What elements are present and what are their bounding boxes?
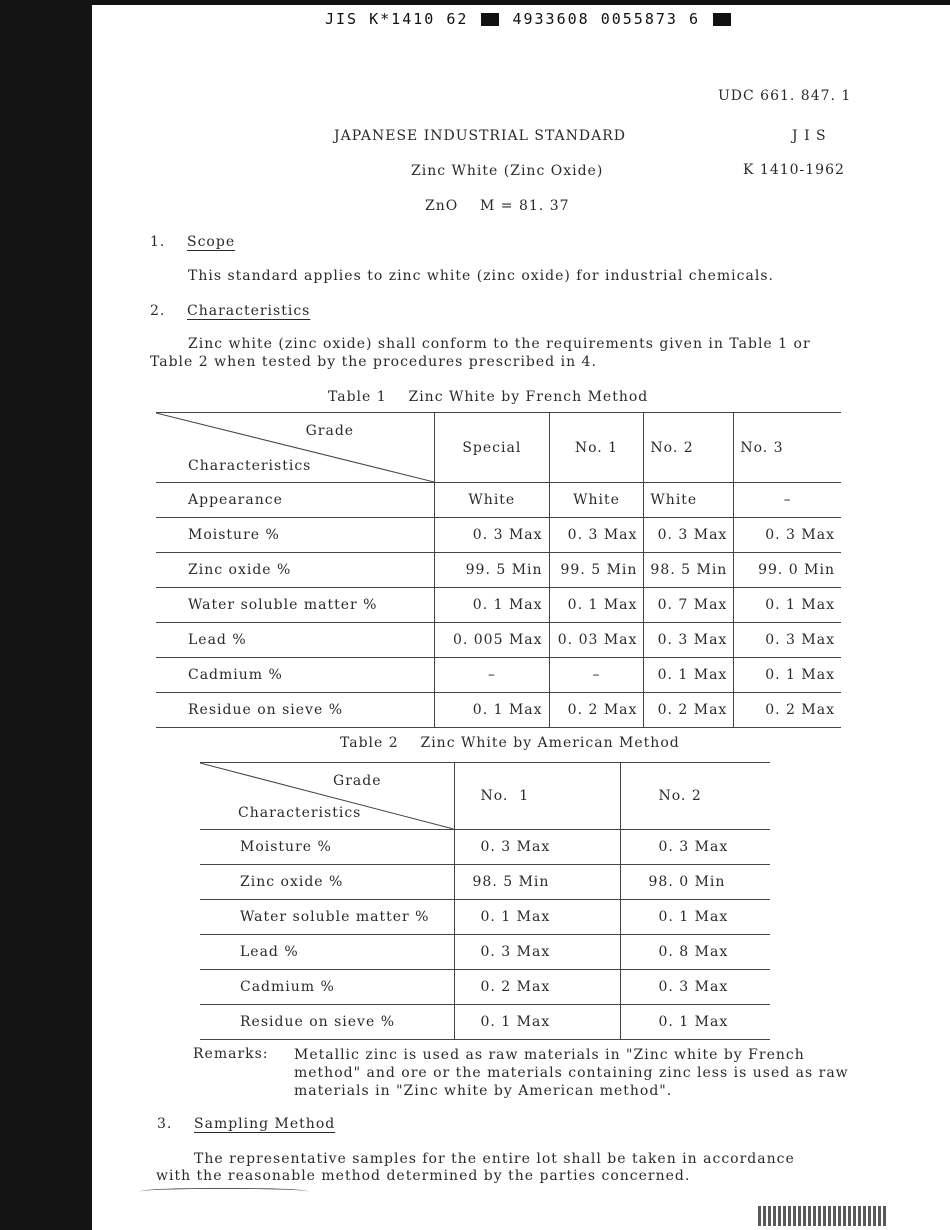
table-row <box>200 935 770 970</box>
section-2-number: 2. <box>150 303 166 319</box>
row-label: Residue on sieve % <box>156 693 435 728</box>
section-2-title: Characteristics <box>187 303 311 319</box>
table-cell: 0. 1 Max <box>454 1005 620 1040</box>
table-cell: 0. 3 Max <box>620 830 770 865</box>
table-cell: 0. 1 Max <box>644 658 734 693</box>
table-1-header-row <box>156 413 841 483</box>
table-row <box>156 553 841 588</box>
section-3-text-line-2: with the reasonable method determined by the parties concerned. <box>156 1168 691 1184</box>
grade-label: Grade <box>333 773 382 789</box>
section-1-text: This standard applies to zinc white (zinc oxide) for industrial chemicals. <box>188 268 774 284</box>
table-cell: 0. 3 Max <box>734 518 841 553</box>
row-label: Cadmium % <box>156 658 435 693</box>
table-row <box>200 970 770 1005</box>
document-code-left: JIS K*1410 62 <box>325 10 469 28</box>
table-row <box>156 518 841 553</box>
barcode-block-icon <box>713 13 731 26</box>
table-cell: 99. 0 Min <box>734 553 841 588</box>
table-cell: 0. 005 Max <box>435 623 549 658</box>
row-label: Moisture % <box>200 830 454 865</box>
row-label: Cadmium % <box>200 970 454 1005</box>
table-cell: – <box>435 658 549 693</box>
table-cell: 0. 2 Max <box>454 970 620 1005</box>
table-cell: 98. 5 Min <box>644 553 734 588</box>
column-header: Special <box>435 413 549 483</box>
table-cell: 0. 3 Max <box>620 970 770 1005</box>
table-row <box>156 588 841 623</box>
standard-number: K 1410-1962 <box>743 162 845 178</box>
table-1-caption: Table 1 Zinc White by French Method <box>328 389 649 405</box>
udc-number: UDC 661. 847. 1 <box>718 88 852 104</box>
column-header: No. 1 <box>549 413 644 483</box>
table-cell: White <box>435 483 549 518</box>
section-1-number: 1. <box>150 234 166 250</box>
document-code-line <box>325 10 733 28</box>
pen-stroke <box>140 1188 308 1197</box>
table-1 <box>156 412 841 728</box>
table-cell: 0. 2 Max <box>549 693 644 728</box>
table-cell: 0. 3 Max <box>454 830 620 865</box>
table-cell: 99. 5 Min <box>435 553 549 588</box>
scan-top-edge <box>92 0 950 5</box>
row-label: Appearance <box>156 483 435 518</box>
table-cell: – <box>734 483 841 518</box>
table-cell: 0. 7 Max <box>644 588 734 623</box>
barcode-block-icon <box>481 13 499 26</box>
table-2-caption: Table 2 Zinc White by American Method <box>340 735 680 751</box>
scan-margin <box>0 0 92 1230</box>
table-row <box>200 830 770 865</box>
table-1-corner-cell <box>156 413 435 483</box>
table-cell: 0. 3 Max <box>644 623 734 658</box>
table-cell: 99. 5 Min <box>549 553 644 588</box>
column-header: No. 2 <box>644 413 734 483</box>
table-cell: 0. 8 Max <box>620 935 770 970</box>
row-label: Zinc oxide % <box>200 865 454 900</box>
page-title: Zinc White (Zinc Oxide) <box>411 163 604 179</box>
section-3-number: 3. <box>157 1116 173 1132</box>
row-label: Moisture % <box>156 518 435 553</box>
standard-org: JAPANESE INDUSTRIAL STANDARD <box>334 128 626 144</box>
table-cell: 98. 5 Min <box>454 865 620 900</box>
row-label: Residue on sieve % <box>200 1005 454 1040</box>
table-row <box>156 658 841 693</box>
table-cell: 0. 1 Max <box>620 1005 770 1040</box>
table-row <box>200 1005 770 1040</box>
table-cell: – <box>549 658 644 693</box>
characteristics-label: Characteristics <box>238 805 362 821</box>
characteristics-label: Characteristics <box>188 458 312 474</box>
table-2 <box>200 762 770 1040</box>
column-header: No. 1 <box>454 763 620 830</box>
remarks-text: Metallic zinc is used as raw materials in "Zinc white by French method" and ore or the materials containing zinc less is used as raw materials in "Zinc white by American method". <box>294 1047 849 1099</box>
document-code-right: 4933608 0055873 6 <box>512 10 700 28</box>
row-label: Water soluble matter % <box>156 588 435 623</box>
table-cell: 0. 1 Max <box>734 588 841 623</box>
formula: ZnO M = 81. 37 <box>425 198 570 214</box>
section-2-text-line-2: Table 2 when tested by the procedures prescribed in 4. <box>150 354 597 370</box>
table-cell: 0. 03 Max <box>549 623 644 658</box>
jis-label: J I S <box>792 128 827 144</box>
section-1-title: Scope <box>187 234 236 250</box>
table-row <box>156 623 841 658</box>
table-cell: 0. 3 Max <box>454 935 620 970</box>
table-cell: 0. 2 Max <box>644 693 734 728</box>
table-row <box>200 865 770 900</box>
table-cell: White <box>644 483 734 518</box>
table-cell: White <box>549 483 644 518</box>
row-label: Lead % <box>156 623 435 658</box>
column-header: No. 3 <box>734 413 841 483</box>
table-cell: 0. 3 Max <box>549 518 644 553</box>
table-cell: 0. 1 Max <box>454 900 620 935</box>
section-3-text-line-1: The representative samples for the entire lot shall be taken in accordance <box>194 1151 795 1167</box>
section-3-title: Sampling Method <box>194 1116 336 1132</box>
table-row <box>200 900 770 935</box>
table-cell: 0. 1 Max <box>435 693 549 728</box>
table-cell: 0. 2 Max <box>734 693 841 728</box>
table-cell: 0. 1 Max <box>549 588 644 623</box>
table-2-header-row <box>200 763 770 830</box>
table-row <box>156 693 841 728</box>
section-2-text-line-1: Zinc white (zinc oxide) shall conform to the requirements given in Table 1 or <box>188 336 811 352</box>
remarks-label: Remarks: <box>193 1046 269 1062</box>
column-header: No. 2 <box>620 763 770 830</box>
table-cell: 0. 1 Max <box>734 658 841 693</box>
table-cell: 0. 1 Max <box>435 588 549 623</box>
table-row <box>156 483 841 518</box>
row-label: Water soluble matter % <box>200 900 454 935</box>
table-cell: 98. 0 Min <box>620 865 770 900</box>
grade-label: Grade <box>305 423 355 439</box>
row-label: Zinc oxide % <box>156 553 435 588</box>
table-cell: 0. 3 Max <box>435 518 549 553</box>
table-2-corner-cell <box>200 763 454 830</box>
row-label: Lead % <box>200 935 454 970</box>
table-cell: 0. 3 Max <box>734 623 841 658</box>
scan-smudge <box>758 1206 888 1226</box>
table-cell: 0. 3 Max <box>644 518 734 553</box>
table-cell: 0. 1 Max <box>620 900 770 935</box>
